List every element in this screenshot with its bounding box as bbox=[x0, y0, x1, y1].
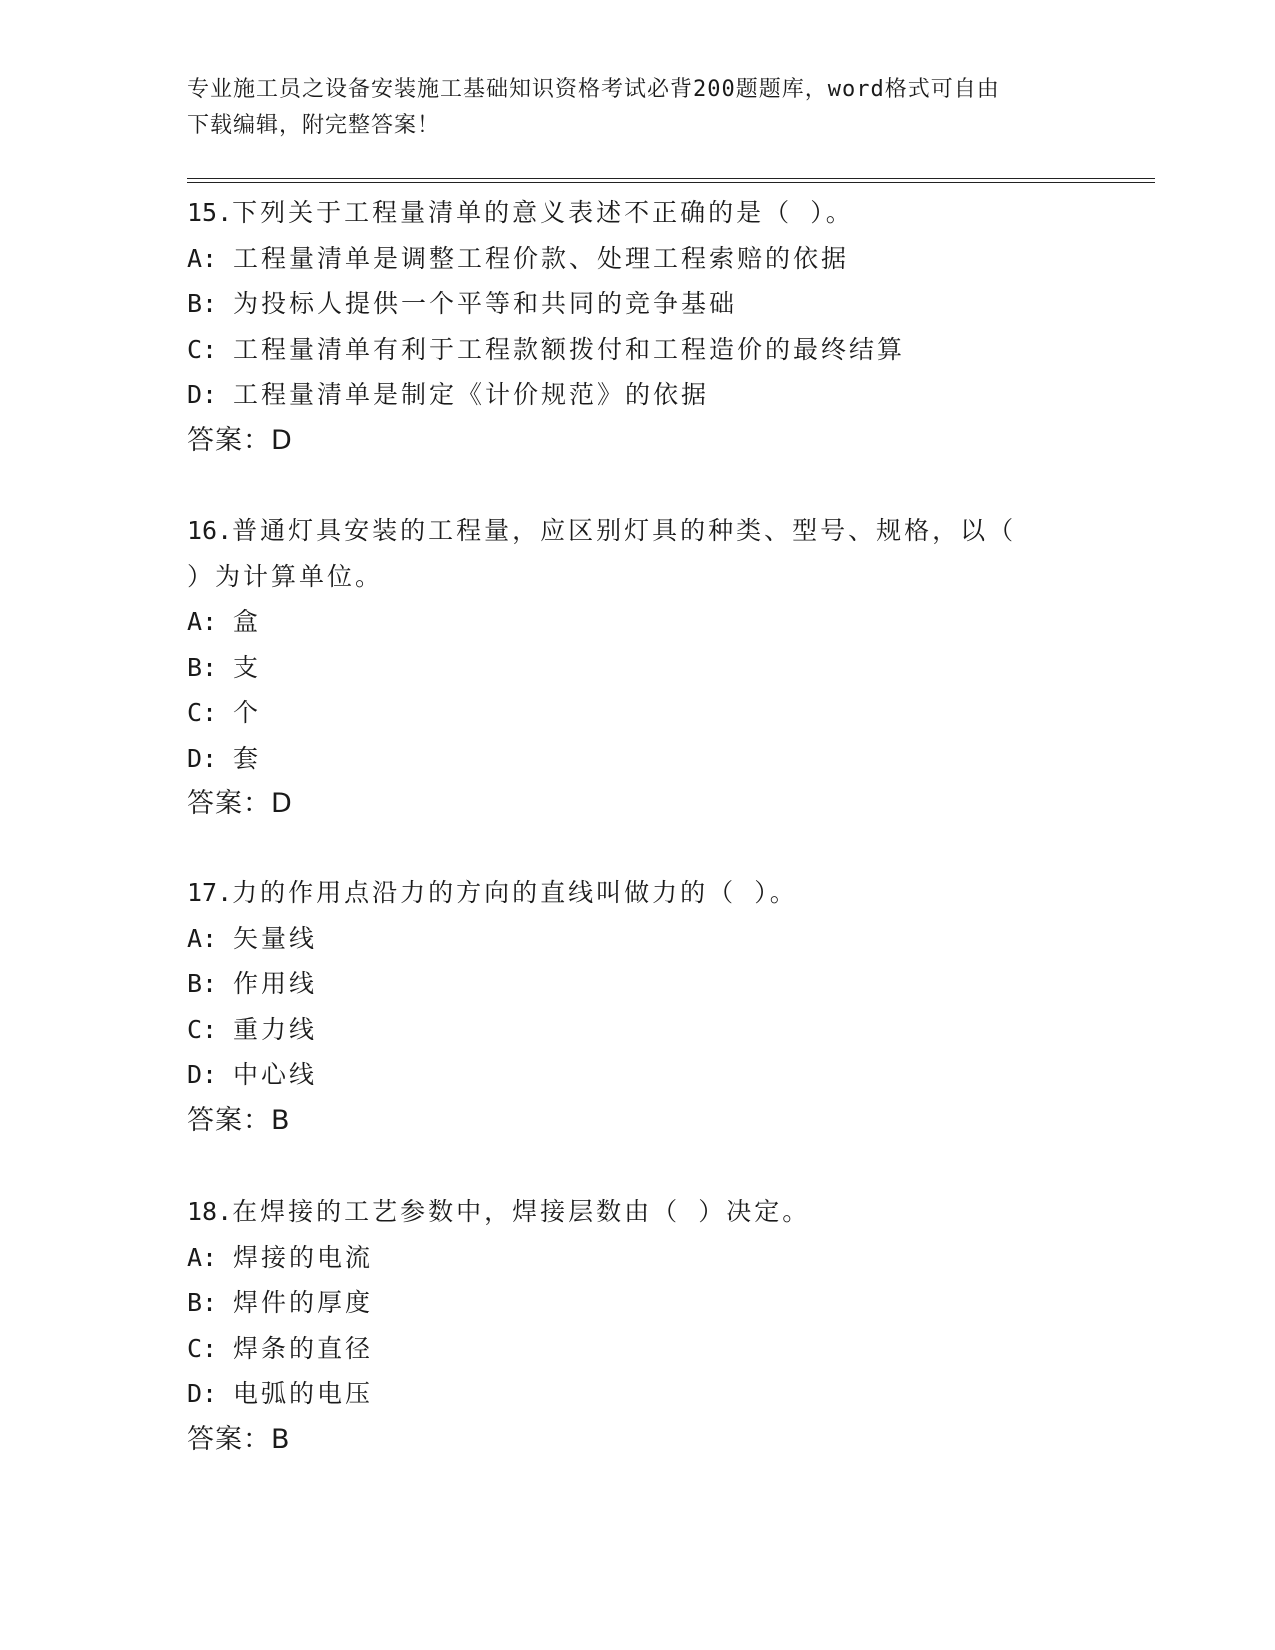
option-text: 焊接的电流 bbox=[233, 1242, 374, 1272]
question-text: 力的作用点沿力的方向的直线叫做力的（ ）。 bbox=[232, 878, 798, 907]
option-key: B: bbox=[187, 1288, 218, 1317]
header-divider bbox=[187, 178, 1155, 183]
question-17 bbox=[187, 870, 1067, 1143]
option-text: 工程量清单有利于工程款额拨付和工程造价的最终结算 bbox=[233, 334, 906, 364]
option-a bbox=[187, 916, 1067, 962]
document-header bbox=[187, 72, 1067, 144]
option-c bbox=[187, 327, 1067, 373]
option-d bbox=[187, 736, 1067, 782]
question-number: 18. bbox=[187, 1197, 233, 1226]
header-line-2: 下载编辑，附完整答案！ bbox=[187, 113, 441, 138]
option-c bbox=[187, 1326, 1067, 1372]
option-key: D: bbox=[187, 380, 218, 409]
option-key: B: bbox=[187, 969, 218, 998]
option-d bbox=[187, 372, 1067, 418]
option-key: D: bbox=[187, 743, 218, 773]
option-key: C: bbox=[187, 1014, 218, 1044]
option-c bbox=[187, 1007, 1067, 1053]
question-stem bbox=[187, 190, 1067, 236]
option-key: B: bbox=[187, 652, 218, 682]
option-text: 焊条的直径 bbox=[233, 1333, 374, 1363]
option-b bbox=[187, 645, 1067, 691]
question-stem bbox=[187, 1189, 1067, 1235]
option-key: C: bbox=[187, 698, 218, 727]
option-d bbox=[187, 1371, 1067, 1417]
option-text: 电弧的电压 bbox=[233, 1379, 374, 1408]
question-stem bbox=[187, 508, 1067, 554]
question-text: 在焊接的工艺参数中，焊接层数由（ ）决定。 bbox=[232, 1197, 811, 1226]
question-number: 15. bbox=[187, 198, 233, 227]
option-b bbox=[187, 961, 1067, 1007]
question-stem-continued: ）为计算单位。 bbox=[187, 561, 384, 591]
option-text: 中心线 bbox=[233, 1060, 318, 1089]
option-b bbox=[187, 1280, 1067, 1326]
question-15 bbox=[187, 190, 1067, 463]
option-text: 工程量清单是调整工程价款、处理工程索赔的依据 bbox=[233, 243, 850, 273]
option-a bbox=[187, 1235, 1067, 1281]
option-key: D: bbox=[187, 1379, 218, 1408]
option-text: 盒 bbox=[233, 607, 262, 636]
answer-line: 答案：D bbox=[187, 788, 293, 819]
option-text: 作用线 bbox=[233, 969, 318, 998]
question-stem bbox=[187, 870, 1067, 916]
option-text: 为投标人提供一个平等和共同的竞争基础 bbox=[233, 289, 738, 318]
question-text: 下列关于工程量清单的意义表述不正确的是（ ）。 bbox=[232, 198, 854, 227]
option-a bbox=[187, 599, 1067, 645]
option-key: A: bbox=[187, 1242, 218, 1272]
option-a bbox=[187, 236, 1067, 282]
question-16 bbox=[187, 508, 1067, 827]
option-text: 矢量线 bbox=[233, 923, 318, 953]
option-key: A: bbox=[187, 607, 218, 636]
option-text: 焊件的厚度 bbox=[233, 1288, 374, 1317]
option-key: D: bbox=[187, 1060, 218, 1089]
question-number: 16. bbox=[187, 516, 233, 545]
option-key: A: bbox=[187, 923, 218, 953]
option-text: 支 bbox=[233, 652, 262, 682]
option-key: B: bbox=[187, 289, 218, 318]
option-text: 工程量清单是制定《计价规范》的依据 bbox=[233, 380, 710, 409]
option-d bbox=[187, 1052, 1067, 1098]
answer-line: 答案：B bbox=[187, 1104, 291, 1136]
option-text: 套 bbox=[233, 743, 262, 773]
option-key: A: bbox=[187, 243, 218, 273]
question-text: 普通灯具安装的工程量，应区别灯具的种类、型号、规格，以（ bbox=[232, 516, 1017, 545]
option-text: 重力线 bbox=[233, 1014, 318, 1044]
question-number: 17. bbox=[187, 878, 233, 907]
answer-line: 答案：B bbox=[187, 1423, 291, 1455]
option-key: C: bbox=[187, 1333, 218, 1363]
option-text: 个 bbox=[233, 698, 262, 727]
header-line-1: 专业施工员之设备安装施工基础知识资格考试必背200题题库，word格式可自由 bbox=[187, 77, 1000, 102]
option-b bbox=[187, 281, 1067, 327]
question-18 bbox=[187, 1189, 1067, 1462]
answer-line: 答案：D bbox=[187, 424, 293, 456]
option-key: C: bbox=[187, 334, 218, 364]
option-c bbox=[187, 690, 1067, 736]
